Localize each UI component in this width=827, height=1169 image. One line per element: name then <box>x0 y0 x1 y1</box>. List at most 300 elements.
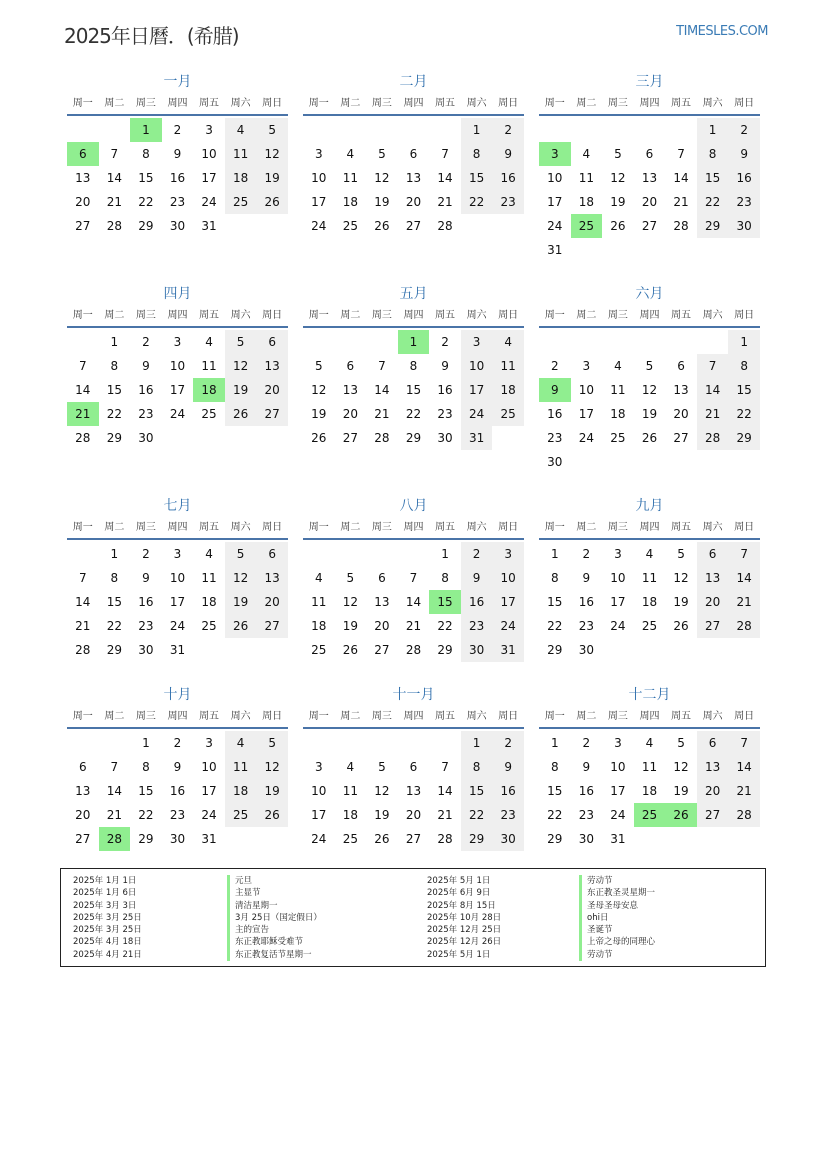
day-cell[interactable]: 2 <box>142 547 150 561</box>
day-cell[interactable]: 10 <box>169 359 186 373</box>
day-cell[interactable]: 28 <box>437 832 453 846</box>
day-cell[interactable]: 20 <box>75 195 91 209</box>
day-cell[interactable]: 13 <box>256 354 288 378</box>
day-cell[interactable]: 20 <box>374 619 390 633</box>
day-cell[interactable]: 29 <box>405 431 422 445</box>
day-cell[interactable]: 4 <box>225 118 257 142</box>
day-cell[interactable]: 20 <box>697 779 729 803</box>
day-cell[interactable]: 11 <box>225 142 257 166</box>
day-cell[interactable]: 2 <box>582 547 591 561</box>
day-cell[interactable]: 20 <box>697 590 729 614</box>
day-cell[interactable]: 27 <box>697 803 729 827</box>
day-cell[interactable]: 24 <box>461 402 493 426</box>
day-cell[interactable]: 3 <box>582 359 591 373</box>
day-cell[interactable]: 22 <box>138 808 154 822</box>
day-cell[interactable]: 28 <box>728 614 760 638</box>
day-cell[interactable]: 19 <box>641 407 658 421</box>
day-cell[interactable]: 24 <box>578 431 594 445</box>
day-cell[interactable]: 18 <box>610 407 626 421</box>
day-cell[interactable]: 19 <box>225 378 257 402</box>
day-cell[interactable]: 7 <box>378 359 386 373</box>
day-cell[interactable]: 18 <box>492 378 524 402</box>
day-cell[interactable]: 11 <box>311 595 327 609</box>
day-cell[interactable]: 9 <box>173 147 182 161</box>
day-cell[interactable]: 22 <box>728 402 760 426</box>
day-cell[interactable]: 18 <box>641 784 658 798</box>
day-cell[interactable]: 6 <box>256 330 288 354</box>
holiday-day[interactable]: 18 <box>193 378 225 402</box>
day-cell[interactable]: 16 <box>492 779 524 803</box>
day-cell[interactable]: 11 <box>342 784 358 798</box>
day-cell[interactable]: 26 <box>225 402 257 426</box>
day-cell[interactable]: 3 <box>461 330 493 354</box>
day-cell[interactable]: 31 <box>547 243 563 257</box>
day-cell[interactable]: 27 <box>256 614 288 638</box>
day-cell[interactable]: 5 <box>256 118 288 142</box>
day-cell[interactable]: 2 <box>492 731 524 755</box>
day-cell[interactable]: 23 <box>437 407 453 421</box>
day-cell[interactable]: 21 <box>106 808 122 822</box>
day-cell[interactable]: 28 <box>673 219 689 233</box>
day-cell[interactable]: 4 <box>346 147 355 161</box>
day-cell[interactable]: 13 <box>75 171 91 185</box>
day-cell[interactable]: 30 <box>138 643 154 657</box>
day-cell[interactable]: 9 <box>728 142 760 166</box>
day-cell[interactable]: 17 <box>492 590 524 614</box>
day-cell[interactable]: 4 <box>346 760 355 774</box>
day-cell[interactable]: 23 <box>728 190 760 214</box>
day-cell[interactable]: 6 <box>256 542 288 566</box>
holiday-day[interactable]: 1 <box>130 118 162 142</box>
day-cell[interactable]: 13 <box>256 566 288 590</box>
day-cell[interactable]: 8 <box>550 571 559 585</box>
day-cell[interactable]: 12 <box>256 142 288 166</box>
day-cell[interactable]: 19 <box>374 195 390 209</box>
day-cell[interactable]: 20 <box>342 407 358 421</box>
day-cell[interactable]: 10 <box>492 566 524 590</box>
day-cell[interactable]: 11 <box>225 755 257 779</box>
day-cell[interactable]: 19 <box>374 808 390 822</box>
holiday-day[interactable]: 25 <box>634 803 666 827</box>
day-cell[interactable]: 10 <box>547 171 563 185</box>
day-cell[interactable]: 17 <box>461 378 493 402</box>
day-cell[interactable]: 23 <box>492 803 524 827</box>
day-cell[interactable]: 22 <box>138 195 154 209</box>
day-cell[interactable]: 29 <box>547 643 563 657</box>
day-cell[interactable]: 1 <box>461 731 493 755</box>
day-cell[interactable]: 11 <box>578 171 594 185</box>
day-cell[interactable]: 23 <box>138 407 154 421</box>
holiday-day[interactable]: 25 <box>571 214 603 238</box>
day-cell[interactable]: 31 <box>461 426 493 450</box>
day-cell[interactable]: 2 <box>441 335 449 349</box>
day-cell[interactable]: 10 <box>201 760 217 774</box>
day-cell[interactable]: 28 <box>437 219 453 233</box>
day-cell[interactable]: 28 <box>374 431 390 445</box>
day-cell[interactable]: 28 <box>75 431 91 445</box>
day-cell[interactable]: 12 <box>225 566 257 590</box>
day-cell[interactable]: 31 <box>169 643 186 657</box>
day-cell[interactable]: 18 <box>578 195 594 209</box>
day-cell[interactable]: 4 <box>614 359 622 373</box>
day-cell[interactable]: 30 <box>169 219 186 233</box>
day-cell[interactable]: 10 <box>578 383 594 397</box>
day-cell[interactable]: 14 <box>75 383 91 397</box>
day-cell[interactable]: 30 <box>437 431 453 445</box>
day-cell[interactable]: 25 <box>311 643 327 657</box>
day-cell[interactable]: 22 <box>106 619 122 633</box>
day-cell[interactable]: 11 <box>201 571 217 585</box>
day-cell[interactable]: 5 <box>378 760 386 774</box>
day-cell[interactable]: 31 <box>492 638 524 662</box>
day-cell[interactable]: 18 <box>225 166 257 190</box>
holiday-day[interactable]: 28 <box>99 827 131 851</box>
day-cell[interactable]: 8 <box>461 142 493 166</box>
day-cell[interactable]: 4 <box>205 547 213 561</box>
holiday-day[interactable]: 21 <box>67 402 99 426</box>
day-cell[interactable]: 22 <box>461 803 493 827</box>
day-cell[interactable]: 13 <box>75 784 91 798</box>
day-cell[interactable]: 20 <box>256 378 288 402</box>
day-cell[interactable]: 19 <box>673 784 689 798</box>
day-cell[interactable]: 23 <box>461 614 493 638</box>
day-cell[interactable]: 11 <box>492 354 524 378</box>
day-cell[interactable]: 17 <box>201 171 217 185</box>
day-cell[interactable]: 10 <box>610 760 626 774</box>
day-cell[interactable]: 15 <box>547 595 563 609</box>
day-cell[interactable]: 11 <box>342 171 358 185</box>
day-cell[interactable]: 27 <box>75 219 91 233</box>
day-cell[interactable]: 15 <box>138 784 154 798</box>
day-cell[interactable]: 29 <box>106 643 122 657</box>
day-cell[interactable]: 1 <box>110 335 119 349</box>
day-cell[interactable]: 12 <box>673 760 689 774</box>
day-cell[interactable]: 24 <box>492 614 524 638</box>
day-cell[interactable]: 12 <box>342 595 358 609</box>
day-cell[interactable]: 4 <box>645 547 654 561</box>
day-cell[interactable]: 21 <box>728 590 760 614</box>
day-cell[interactable]: 10 <box>311 784 327 798</box>
day-cell[interactable]: 30 <box>169 832 186 846</box>
day-cell[interactable]: 20 <box>256 590 288 614</box>
day-cell[interactable]: 21 <box>437 808 453 822</box>
day-cell[interactable]: 27 <box>75 832 91 846</box>
day-cell[interactable]: 22 <box>437 619 453 633</box>
day-cell[interactable]: 19 <box>342 619 358 633</box>
day-cell[interactable]: 12 <box>673 571 689 585</box>
day-cell[interactable]: 31 <box>610 832 626 846</box>
day-cell[interactable]: 1 <box>110 547 119 561</box>
day-cell[interactable]: 18 <box>342 195 358 209</box>
day-cell[interactable]: 1 <box>461 118 493 142</box>
day-cell[interactable]: 10 <box>461 354 493 378</box>
day-cell[interactable]: 6 <box>677 359 685 373</box>
day-cell[interactable]: 26 <box>256 190 288 214</box>
day-cell[interactable]: 2 <box>728 118 760 142</box>
day-cell[interactable]: 2 <box>492 118 524 142</box>
day-cell[interactable]: 6 <box>409 760 418 774</box>
day-cell[interactable]: 31 <box>201 832 217 846</box>
day-cell[interactable]: 7 <box>110 147 119 161</box>
day-cell[interactable]: 11 <box>641 760 658 774</box>
day-cell[interactable]: 13 <box>342 383 358 397</box>
day-cell[interactable]: 27 <box>641 219 658 233</box>
day-cell[interactable]: 17 <box>311 808 327 822</box>
day-cell[interactable]: 21 <box>673 195 689 209</box>
day-cell[interactable]: 30 <box>461 638 493 662</box>
day-cell[interactable]: 30 <box>578 832 594 846</box>
day-cell[interactable]: 15 <box>461 166 493 190</box>
day-cell[interactable]: 27 <box>405 219 422 233</box>
day-cell[interactable]: 25 <box>342 832 358 846</box>
day-cell[interactable]: 20 <box>641 195 658 209</box>
day-cell[interactable]: 20 <box>405 195 422 209</box>
day-cell[interactable]: 29 <box>437 643 453 657</box>
day-cell[interactable]: 4 <box>225 731 257 755</box>
day-cell[interactable]: 10 <box>201 147 217 161</box>
day-cell[interactable]: 30 <box>138 431 154 445</box>
day-cell[interactable]: 12 <box>641 383 658 397</box>
day-cell[interactable]: 17 <box>169 595 186 609</box>
day-cell[interactable]: 2 <box>142 335 150 349</box>
holiday-day[interactable]: 15 <box>429 590 461 614</box>
day-cell[interactable]: 3 <box>173 547 182 561</box>
day-cell[interactable]: 3 <box>614 547 622 561</box>
day-cell[interactable]: 1 <box>441 547 449 561</box>
day-cell[interactable]: 5 <box>225 330 257 354</box>
day-cell[interactable]: 19 <box>673 595 689 609</box>
day-cell[interactable]: 23 <box>169 808 186 822</box>
day-cell[interactable]: 17 <box>547 195 563 209</box>
day-cell[interactable]: 29 <box>106 431 122 445</box>
day-cell[interactable]: 7 <box>728 731 760 755</box>
day-cell[interactable]: 13 <box>697 755 729 779</box>
day-cell[interactable]: 2 <box>582 736 591 750</box>
day-cell[interactable]: 7 <box>409 571 418 585</box>
day-cell[interactable]: 24 <box>169 619 186 633</box>
day-cell[interactable]: 27 <box>256 402 288 426</box>
day-cell[interactable]: 11 <box>641 571 658 585</box>
day-cell[interactable]: 12 <box>610 171 626 185</box>
day-cell[interactable]: 14 <box>697 378 729 402</box>
day-cell[interactable]: 12 <box>374 784 390 798</box>
day-cell[interactable]: 26 <box>311 431 327 445</box>
day-cell[interactable]: 19 <box>256 166 288 190</box>
day-cell[interactable]: 1 <box>697 118 729 142</box>
holiday-day[interactable]: 9 <box>539 378 571 402</box>
day-cell[interactable]: 18 <box>225 779 257 803</box>
day-cell[interactable]: 3 <box>205 736 213 750</box>
day-cell[interactable]: 22 <box>106 407 122 421</box>
day-cell[interactable]: 9 <box>582 760 591 774</box>
day-cell[interactable]: 17 <box>311 195 327 209</box>
day-cell[interactable]: 27 <box>673 431 689 445</box>
day-cell[interactable]: 30 <box>728 214 760 238</box>
day-cell[interactable]: 4 <box>492 330 524 354</box>
day-cell[interactable]: 6 <box>409 147 418 161</box>
day-cell[interactable]: 5 <box>677 547 685 561</box>
day-cell[interactable]: 13 <box>405 171 422 185</box>
day-cell[interactable]: 26 <box>225 614 257 638</box>
day-cell[interactable]: 14 <box>728 566 760 590</box>
day-cell[interactable]: 24 <box>169 407 186 421</box>
day-cell[interactable]: 26 <box>342 643 358 657</box>
day-cell[interactable]: 21 <box>728 779 760 803</box>
day-cell[interactable]: 16 <box>138 383 154 397</box>
day-cell[interactable]: 25 <box>225 190 257 214</box>
day-cell[interactable]: 6 <box>346 359 355 373</box>
day-cell[interactable]: 14 <box>106 784 122 798</box>
day-cell[interactable]: 21 <box>106 195 122 209</box>
day-cell[interactable]: 8 <box>142 147 150 161</box>
holiday-day[interactable]: 6 <box>67 142 99 166</box>
day-cell[interactable]: 20 <box>405 808 422 822</box>
holiday-day[interactable]: 3 <box>539 142 571 166</box>
day-cell[interactable]: 25 <box>641 619 658 633</box>
day-cell[interactable]: 18 <box>201 595 217 609</box>
day-cell[interactable]: 12 <box>374 171 390 185</box>
day-cell[interactable]: 16 <box>437 383 453 397</box>
day-cell[interactable]: 20 <box>75 808 91 822</box>
day-cell[interactable]: 29 <box>547 832 563 846</box>
day-cell[interactable]: 1 <box>550 736 559 750</box>
day-cell[interactable]: 23 <box>492 190 524 214</box>
day-cell[interactable]: 4 <box>582 147 591 161</box>
day-cell[interactable]: 7 <box>697 354 729 378</box>
day-cell[interactable]: 13 <box>697 566 729 590</box>
day-cell[interactable]: 8 <box>409 359 418 373</box>
day-cell[interactable]: 2 <box>173 736 182 750</box>
day-cell[interactable]: 28 <box>728 803 760 827</box>
day-cell[interactable]: 12 <box>256 755 288 779</box>
day-cell[interactable]: 4 <box>645 736 654 750</box>
day-cell[interactable]: 23 <box>578 619 594 633</box>
day-cell[interactable]: 5 <box>378 147 386 161</box>
day-cell[interactable]: 12 <box>225 354 257 378</box>
day-cell[interactable]: 5 <box>225 542 257 566</box>
day-cell[interactable]: 21 <box>374 407 390 421</box>
day-cell[interactable]: 8 <box>142 760 150 774</box>
day-cell[interactable]: 22 <box>547 619 563 633</box>
day-cell[interactable]: 28 <box>405 643 422 657</box>
day-cell[interactable]: 26 <box>374 219 390 233</box>
day-cell[interactable]: 11 <box>201 359 217 373</box>
day-cell[interactable]: 15 <box>728 378 760 402</box>
day-cell[interactable]: 22 <box>547 808 563 822</box>
day-cell[interactable]: 26 <box>673 619 689 633</box>
day-cell[interactable]: 7 <box>78 359 87 373</box>
day-cell[interactable]: 13 <box>673 383 689 397</box>
day-cell[interactable]: 6 <box>697 731 729 755</box>
day-cell[interactable]: 17 <box>578 407 594 421</box>
day-cell[interactable]: 19 <box>256 779 288 803</box>
day-cell[interactable]: 30 <box>547 455 563 469</box>
day-cell[interactable]: 8 <box>110 359 119 373</box>
day-cell[interactable]: 25 <box>492 402 524 426</box>
day-cell[interactable]: 17 <box>169 383 186 397</box>
day-cell[interactable]: 1 <box>142 736 150 750</box>
day-cell[interactable]: 21 <box>75 619 91 633</box>
day-cell[interactable]: 8 <box>441 571 449 585</box>
day-cell[interactable]: 24 <box>311 219 327 233</box>
day-cell[interactable]: 7 <box>728 542 760 566</box>
day-cell[interactable]: 14 <box>405 595 422 609</box>
day-cell[interactable]: 8 <box>550 760 559 774</box>
day-cell[interactable]: 17 <box>610 595 626 609</box>
day-cell[interactable]: 24 <box>311 832 327 846</box>
day-cell[interactable]: 5 <box>645 359 654 373</box>
day-cell[interactable]: 17 <box>201 784 217 798</box>
day-cell[interactable]: 16 <box>461 590 493 614</box>
day-cell[interactable]: 24 <box>201 808 217 822</box>
day-cell[interactable]: 10 <box>610 571 626 585</box>
day-cell[interactable]: 15 <box>106 383 122 397</box>
day-cell[interactable]: 9 <box>441 359 449 373</box>
day-cell[interactable]: 26 <box>256 803 288 827</box>
day-cell[interactable]: 25 <box>610 431 626 445</box>
day-cell[interactable]: 6 <box>697 542 729 566</box>
day-cell[interactable]: 16 <box>169 784 186 798</box>
day-cell[interactable]: 9 <box>582 571 591 585</box>
day-cell[interactable]: 8 <box>697 142 729 166</box>
day-cell[interactable]: 21 <box>405 619 422 633</box>
day-cell[interactable]: 13 <box>374 595 390 609</box>
day-cell[interactable]: 19 <box>311 407 327 421</box>
day-cell[interactable]: 16 <box>169 171 186 185</box>
day-cell[interactable]: 6 <box>645 147 654 161</box>
day-cell[interactable]: 23 <box>578 808 594 822</box>
day-cell[interactable]: 25 <box>201 407 217 421</box>
day-cell[interactable]: 22 <box>461 190 493 214</box>
day-cell[interactable]: 14 <box>437 784 453 798</box>
day-cell[interactable]: 25 <box>342 219 358 233</box>
day-cell[interactable]: 14 <box>106 171 122 185</box>
day-cell[interactable]: 29 <box>697 214 729 238</box>
day-cell[interactable]: 24 <box>610 619 626 633</box>
day-cell[interactable]: 27 <box>374 643 390 657</box>
day-cell[interactable]: 3 <box>614 736 622 750</box>
day-cell[interactable]: 15 <box>405 383 422 397</box>
day-cell[interactable]: 16 <box>578 595 594 609</box>
day-cell[interactable]: 1 <box>728 330 760 354</box>
day-cell[interactable]: 13 <box>641 171 658 185</box>
day-cell[interactable]: 4 <box>314 571 323 585</box>
day-cell[interactable]: 2 <box>550 359 559 373</box>
day-cell[interactable]: 2 <box>173 123 182 137</box>
day-cell[interactable]: 18 <box>342 808 358 822</box>
day-cell[interactable]: 15 <box>106 595 122 609</box>
day-cell[interactable]: 16 <box>728 166 760 190</box>
day-cell[interactable]: 9 <box>492 142 524 166</box>
day-cell[interactable]: 24 <box>547 219 563 233</box>
day-cell[interactable]: 12 <box>311 383 327 397</box>
day-cell[interactable]: 21 <box>437 195 453 209</box>
day-cell[interactable]: 9 <box>173 760 182 774</box>
day-cell[interactable]: 3 <box>492 542 524 566</box>
day-cell[interactable]: 26 <box>641 431 658 445</box>
day-cell[interactable]: 9 <box>461 566 493 590</box>
day-cell[interactable]: 16 <box>138 595 154 609</box>
day-cell[interactable]: 15 <box>547 784 563 798</box>
day-cell[interactable]: 19 <box>225 590 257 614</box>
day-cell[interactable]: 22 <box>405 407 422 421</box>
day-cell[interactable]: 26 <box>374 832 390 846</box>
day-cell[interactable]: 17 <box>610 784 626 798</box>
day-cell[interactable]: 28 <box>697 426 729 450</box>
day-cell[interactable]: 9 <box>142 571 150 585</box>
day-cell[interactable]: 3 <box>173 335 182 349</box>
day-cell[interactable]: 14 <box>728 755 760 779</box>
